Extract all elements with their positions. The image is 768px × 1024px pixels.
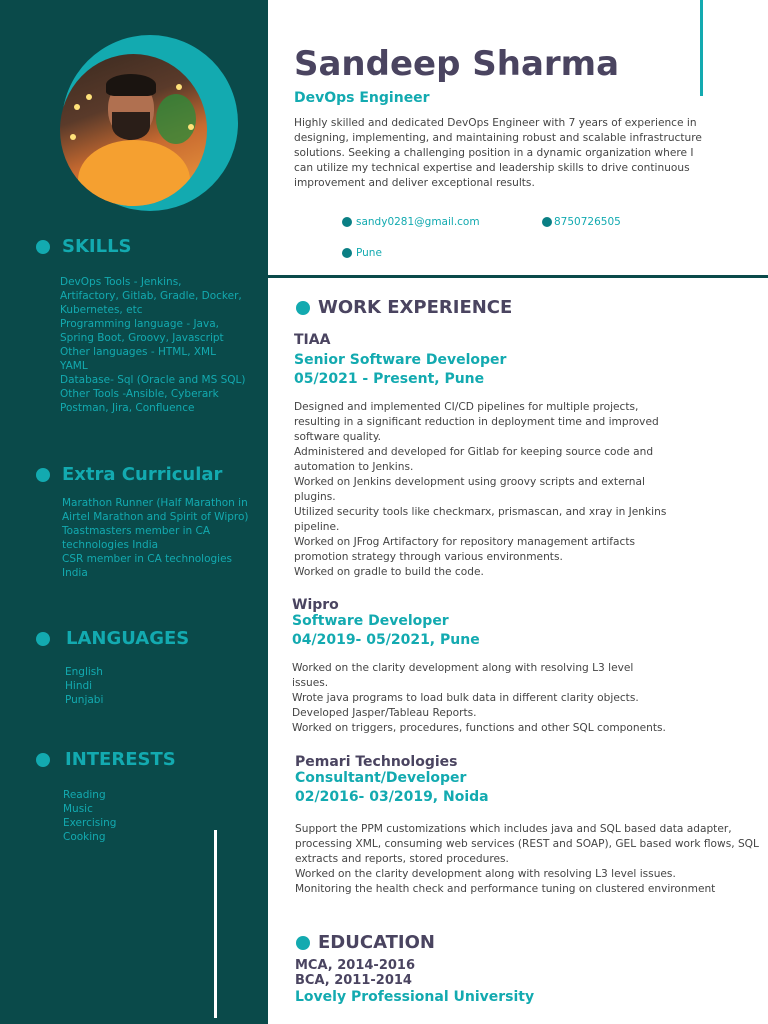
job-period: 04/2019- 05/2021, Pune [292, 632, 480, 648]
job-period: 02/2016- 03/2019, Noida [295, 789, 489, 805]
email-dot-icon [342, 217, 352, 227]
skills-title: SKILLS [62, 236, 132, 257]
bullet-dot-icon [36, 753, 50, 767]
languages-title: LANGUAGES [66, 628, 190, 649]
skills-heading [36, 236, 132, 257]
work-title: WORK EXPERIENCE [318, 297, 513, 318]
job-period: 05/2021 - Present, Pune [294, 371, 485, 387]
location-text: Pune [356, 247, 382, 259]
interests-heading [36, 749, 176, 770]
extra-heading [36, 464, 222, 485]
company-name: Wipro [292, 597, 339, 613]
job-position: Software Developer [292, 613, 449, 629]
phone-dot-icon [542, 217, 552, 227]
extra-text: Marathon Runner (Half Marathon in Airtel Marathon and Spirit of Wipro) Toastmasters member in CA technologies India CSR member in CA technologies India [62, 497, 249, 579]
education-heading [296, 932, 435, 953]
job-position: Senior Software Developer [294, 352, 507, 368]
candidate-name: Sandeep Sharma [294, 44, 620, 84]
work-heading [296, 297, 512, 318]
extra-title: Extra Curricular [62, 464, 223, 485]
sidebar-divider [214, 830, 217, 1018]
phone-text: 8750726505 [554, 216, 621, 228]
job-position: Consultant/Developer [295, 770, 467, 786]
bullet-dot-icon [296, 936, 310, 950]
email-text: sandy0281@gmail.com [356, 216, 480, 228]
location-dot-icon [342, 248, 352, 258]
profile-summary: Highly skilled and dedicated DevOps Engineer with 7 years of experience in designing, implementing, and maintaining robust and scalable infrastructure solutions. Seeking a challenging position in a dynamic organization where I can utilize my technical expertise and leadership skills to drive continuous improvement and deliver exceptional results. [294, 117, 702, 189]
languages-text: English Hindi Punjabi [65, 666, 104, 706]
job-description: Support the PPM customizations which includes java and SQL based data adapter, processing XML, consuming web services (REST and SOAP), GEL based work flows, SQL extracts and reports, stored procedures. Worked on the clarity development along with resolving L3 level issues. Monitoring the health check and performance tuning on clustered environment [295, 823, 759, 895]
skills-text: DevOps Tools - Jenkins, Artifactory, Gitlab, Gradle, Docker, Kubernetes, etc Programming language - Java, Spring Boot, Groovy, Javascript Other languages - HTML, XML YAML Database- Sql (Oracle and MS SQL) Other Tools -Ansible, Cyberark Postman, Jira, Confluence [60, 276, 246, 414]
candidate-role: DevOps Engineer [294, 90, 430, 106]
education-degree-1: MCA, 2014-2016 [295, 958, 416, 973]
company-name: TIAA [294, 332, 331, 348]
bullet-dot-icon [36, 240, 50, 254]
interests-text: Reading Music Exercising Cooking [63, 789, 117, 843]
email-contact[interactable] [342, 216, 480, 228]
education-title: EDUCATION [318, 932, 435, 953]
languages-heading [36, 628, 189, 649]
profile-photo [60, 54, 207, 206]
job-description: Worked on the clarity development along with resolving L3 level issues. Wrote java programs to load bulk data in different clarity objects. Developed Jasper/Tableau Reports. Worked on triggers, procedures, functions and other SQL components. [292, 662, 666, 734]
bullet-dot-icon [36, 468, 50, 482]
phone-contact[interactable] [542, 216, 621, 228]
education-university: Lovely Professional University [295, 989, 535, 1005]
company-name: Pemari Technologies [295, 754, 458, 770]
interests-title: INTERESTS [65, 749, 176, 770]
location-contact [342, 247, 382, 259]
header-divider [268, 275, 768, 278]
bullet-dot-icon [36, 632, 50, 646]
education-degree-2: BCA, 2011-2014 [295, 973, 412, 988]
header-accent-line [700, 0, 703, 96]
job-description: Designed and implemented CI/CD pipelines for multiple projects, resulting in a significant reduction in deployment time and improved software quality. Administered and developed for Gitlab for keeping source code and automation to Jenkins. Worked on Jenkins development using groovy scripts and external plugins. Utilized security tools like checkmarx, prismascan, and xray in Jenkins pipeline. Worked on JFrog Artifactory for repository management artifacts promotion strategy through various environments. Worked on gradle to build the code. [294, 401, 667, 578]
bullet-dot-icon [296, 301, 310, 315]
